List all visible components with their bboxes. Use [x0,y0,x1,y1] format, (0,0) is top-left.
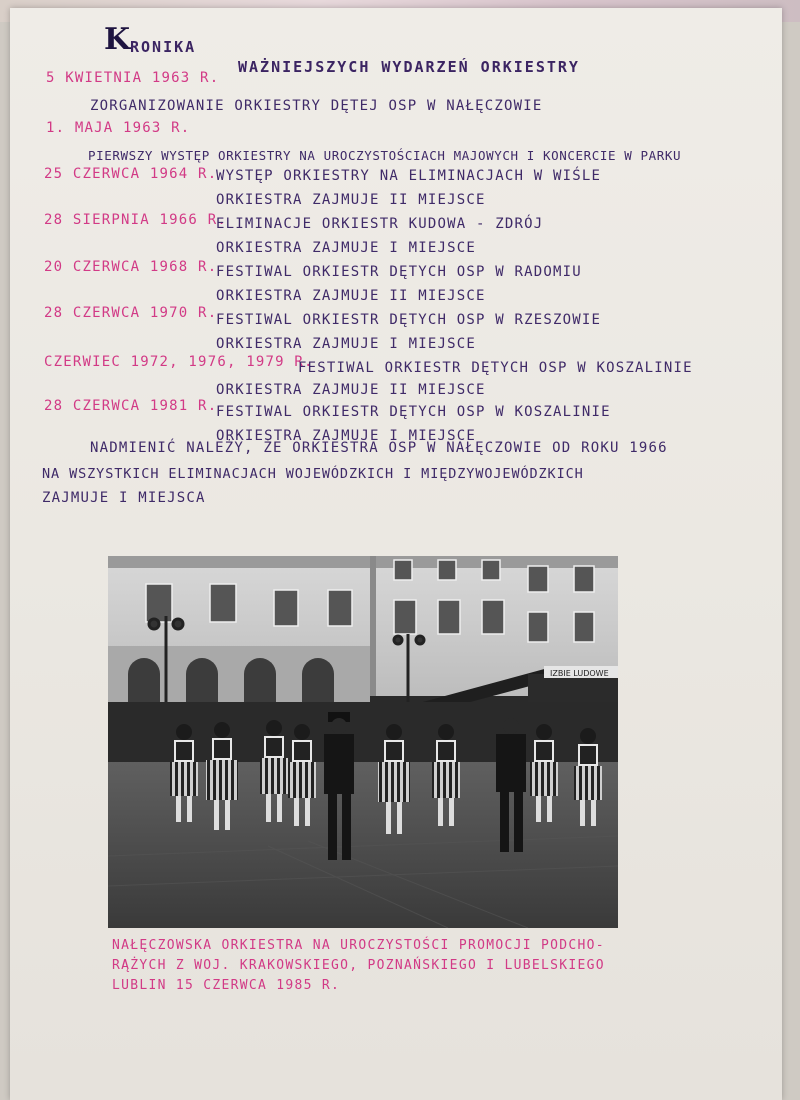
entry-line: ZORGANIZOWANIE ORKIESTRY DĘTEJ OSP W NAŁĘCZOWIE [90,98,543,114]
photo-caption-line: RĄŻYCH Z WOJ. KRAKOWSKIEGO, POZNAŃSKIEGO I LUBELSKIEGO [112,958,605,973]
note-line: NA WSZYSTKICH ELIMINACJACH WOJEWÓDZKICH I MIĘDZYWOJEWÓDZKICH [42,466,584,482]
entry-line: FESTIWAL ORKIESTR DĘTYCH OSP W RZESZOWIE [216,312,602,328]
entry-line: FESTIWAL ORKIESTR DĘTYCH OSP W RADOMIU [216,264,582,280]
entry-date: CZERWIEC 1972, 1976, 1979 R. [44,354,314,370]
entry-date: 28 CZERWCA 1970 R. [44,305,218,321]
entry-line: ORKIESTRA ZAJMUJE I MIEJSCE [216,428,476,444]
entry-line: FESTIWAL ORKIESTR DĘTYCH OSP W KOSZALINIE [216,404,611,420]
note-line: NADMIENIĆ NALEŻY, ŻE ORKIESTRA OSP W NAŁĘCZOWIE OD ROKU 1966 [90,440,668,456]
entry-line: ORKIESTRA ZAJMUJE I MIEJSCE [216,336,476,352]
entry-line: FESTIWAL ORKIESTR DĘTYCH OSP W KOSZALINIE [298,360,693,376]
entry-line: WYSTĘP ORKIESTRY NA ELIMINACJACH W WIŚLE [216,168,602,184]
entry-date: 28 CZERWCA 1981 R. [44,398,218,414]
entry-line: ORKIESTRA ZAJMUJE II MIEJSCE [216,382,486,398]
photo-caption-line: NAŁĘCZOWSKA ORKIESTRA NA UROCZYSTOŚCI PROMOCJI PODCHO- [112,938,605,953]
photo-caption-line: LUBLIN 15 CZERWCA 1985 R. [112,978,341,993]
entry-line: ORKIESTRA ZAJMUJE I MIEJSCE [216,240,476,256]
entry-date: 20 CZERWCA 1968 R. [44,259,218,275]
entry-line: ORKIESTRA ZAJMUJE II MIEJSCE [216,192,486,208]
title-initial: K [104,22,132,57]
entry-line: PIERWSZY WYSTĘP ORKIESTRY NA UROCZYSTOŚCIACH MAJOWYCH I KONCERCIE W PARKU [88,148,682,163]
entry-date: 28 SIERPNIA 1966 R. [44,212,227,228]
shop-sign: IZBIE LUDOWE [550,669,609,678]
entry-line: ORKIESTRA ZAJMUJE II MIEJSCE [216,288,486,304]
title-subtitle: WAŻNIEJSZYCH WYDARZEŃ ORKIESTRY [238,58,580,76]
entry-date: 25 CZERWCA 1964 R. [44,166,218,182]
entry-date: 5 KWIETNIA 1963 R. [46,70,220,86]
photo-scene [108,556,618,928]
entry-line: ELIMINACJE ORKIESTR KUDOWA - ZDRÓJ [216,216,544,232]
note-line: ZAJMUJE I MIEJSCA [42,490,206,506]
title-word: RONIKA [130,38,197,56]
entry-date: 1. MAJA 1963 R. [46,120,191,136]
orchestra-photograph [108,556,618,928]
